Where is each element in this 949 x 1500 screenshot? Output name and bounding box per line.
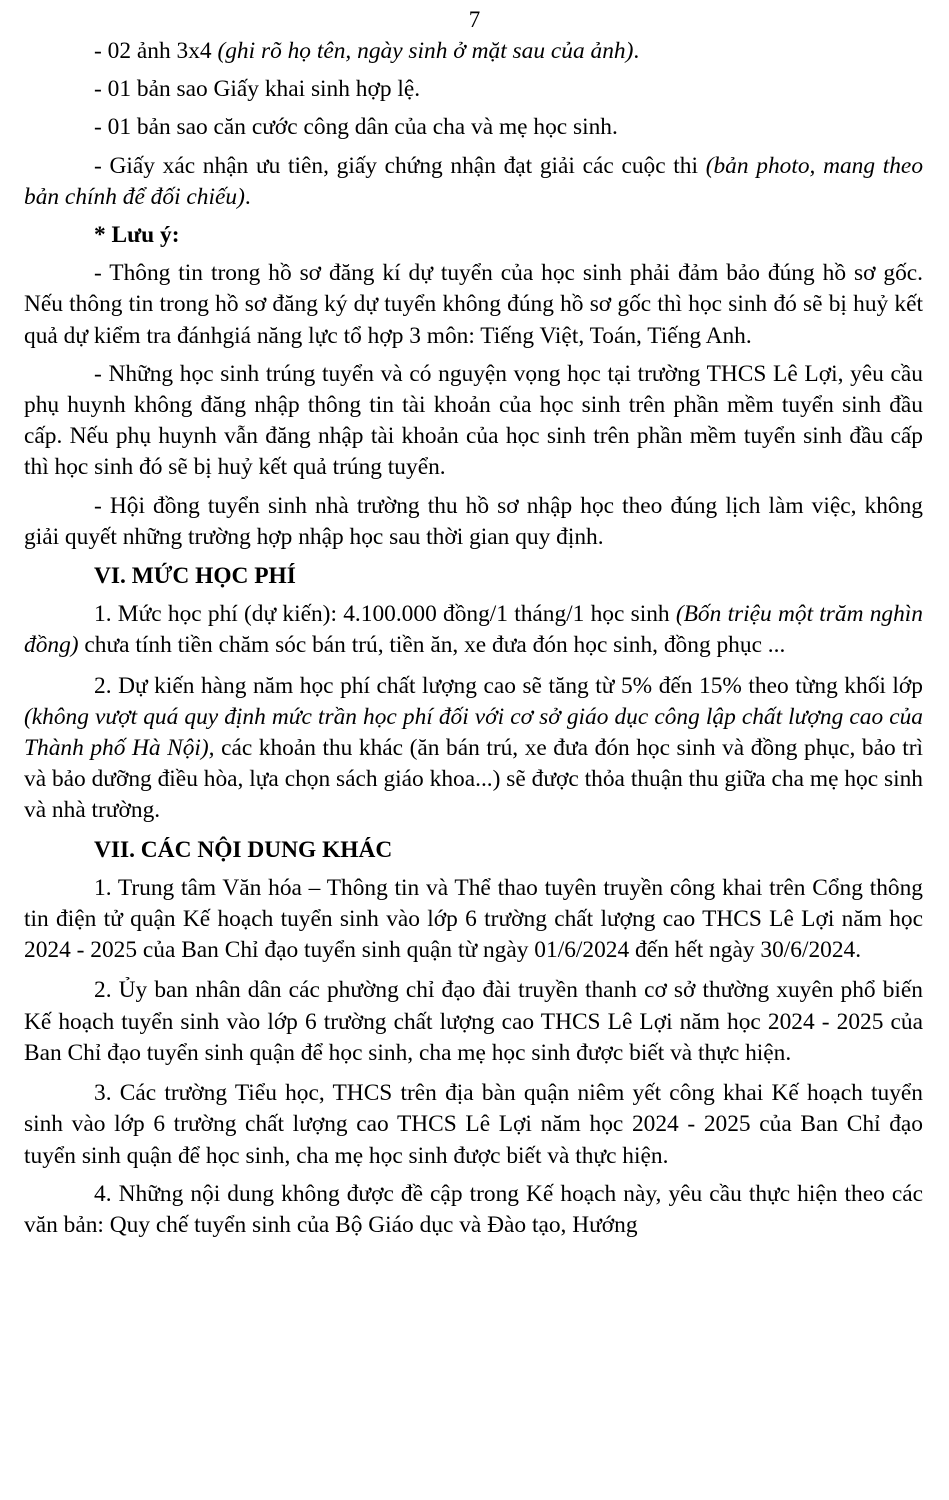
section-6-p1-tail: chưa tính tiền chăm sóc bán trú, tiền ăn, xe đưa đón học sinh, đồng phục ... bbox=[78, 632, 786, 659]
note-paragraph-1: - Thông tin trong hồ sơ đăng kí dự tuyển của học sinh phải đảm bảo đúng hồ sơ gốc. Nếu thông tin trong hồ sơ đăng ký dự tuyển không đúng hồ sơ gốc thì học sinh đó sẽ bị huỷ kết quả dự kiểm tra đánhgiá năng lực tổ hợp 3 môn: Tiếng Việt, Toán, Tiếng Anh. bbox=[24, 260, 923, 349]
section-6-p2-text: 2. Dự kiến hàng năm học phí chất lượng cao sẽ tăng từ 5% đến 15% theo từng khối lớp bbox=[94, 672, 923, 699]
section-6-heading: VI. MỨC HỌC PHÍ bbox=[94, 563, 296, 590]
section-6-p1-text: 1. Mức học phí (dự kiến): 4.100.000 đồng/1 tháng/1 học sinh bbox=[94, 601, 676, 628]
section-6-p2-italic: (không vượt quá quy định mức trần học phí đối với cơ sở giáo dục công lập chất lượng cao của Thành phố Hà Nội), bbox=[24, 703, 923, 762]
section-6-p1-italic: (Bốn triệu một trăm nghìn đồng) bbox=[24, 601, 924, 659]
section-6-paragraph-1 bbox=[24, 599, 923, 661]
item-priority-text: - Giấy xác nhận ưu tiên, giấy chứng nhận đạt giải các cuộc thi bbox=[94, 152, 706, 179]
item-priority bbox=[24, 151, 923, 213]
section-7-heading: VII. CÁC NỘI DUNG KHÁC bbox=[94, 836, 393, 863]
item-priority-italic: (bản photo, mang theo bản chính để đối chiếu) bbox=[24, 152, 924, 210]
section-7-paragraph-1: 1. Trung tâm Văn hóa – Thông tin và Thể thao tuyên truyền công khai trên Cổng thông tin điện tử quận Kế hoạch tuyển sinh vào lớp 6 trường chất lượng cao THCS Lê Lợi năm học 2024 - 2025 của Ban Chỉ đạo tuyển sinh quận từ ngày 01/6/2024 đến hết ngày 30/6/2024. bbox=[24, 874, 923, 964]
note-paragraph-3: - Hội đồng tuyển sinh nhà trường thu hồ sơ nhập học theo đúng lịch làm việc, không giải quyết những trường hợp nhập học sau thời gian quy định. bbox=[24, 492, 923, 550]
item-photos bbox=[24, 36, 923, 67]
item-photos-italic: (ghi rõ họ tên, ngày sinh ở mặt sau của ảnh) bbox=[217, 38, 634, 64]
section-6-p2-tail: các khoản thu khác (ăn bán trú, xe đưa đón học sinh và đồng phục, bảo trì và bảo dưỡng điều hòa, lựa chọn sách giáo khoa...) sẽ được thỏa thuận thu giữa cha mẹ học sinh và nhà trường. bbox=[24, 735, 923, 824]
section-7-paragraph-4: 4. Những nội dung không được đề cập trong Kế hoạch này, yêu cầu thực hiện theo các văn bản: Quy chế tuyển sinh của Bộ Giáo dục và Đào tạo, Hướng bbox=[24, 1180, 923, 1238]
item-photos-text: - 02 ảnh 3x4 bbox=[94, 38, 218, 64]
item-photos-tail: . bbox=[633, 38, 640, 64]
page-number: 7 bbox=[468, 7, 481, 32]
section-6-paragraph-2 bbox=[24, 671, 923, 827]
note-heading: * Lưu ý: bbox=[94, 222, 180, 249]
item-id-card: - 01 bản sao căn cước công dân của cha và mẹ học sinh. bbox=[94, 114, 618, 141]
item-priority-tail: . bbox=[244, 183, 251, 210]
item-birth-cert: - 01 bản sao Giấy khai sinh hợp lệ. bbox=[94, 76, 421, 103]
section-7-paragraph-3: 3. Các trường Tiểu học, THCS trên địa bàn quận niêm yết công khai Kế hoạch tuyển sinh vào lớp 6 trường chất lượng cao THCS Lê Lợi năm học 2024 - 2025 của Ban Chỉ đạo tuyển sinh quận để học sinh, cha mẹ học sinh được biết và thực hiện. bbox=[24, 1080, 923, 1169]
section-7-paragraph-2: 2. Ủy ban nhân dân các phường chỉ đạo đài truyền thanh cơ sở thường xuyên phổ biến Kế hoạch tuyển sinh vào lớp 6 trường chất lượng cao THCS Lê Lợi năm học 2024 - 2025 của Ban Chỉ đạo tuyển sinh quận để học sinh, cha mẹ học sinh được biết và thực hiện. bbox=[24, 977, 923, 1066]
note-paragraph-2: - Những học sinh trúng tuyển và có nguyện vọng học tại trường THCS Lê Lợi, yêu cầu phụ huynh không đăng nhập thông tin tài khoản của học sinh trên phần mềm tuyển sinh đầu cấp. Nếu phụ huynh vẫn đăng nhập tài khoản của học sinh trên phần mềm tuyển sinh đầu cấp thì học sinh đó sẽ bị huỷ kết quả trúng tuyển. bbox=[24, 360, 923, 481]
